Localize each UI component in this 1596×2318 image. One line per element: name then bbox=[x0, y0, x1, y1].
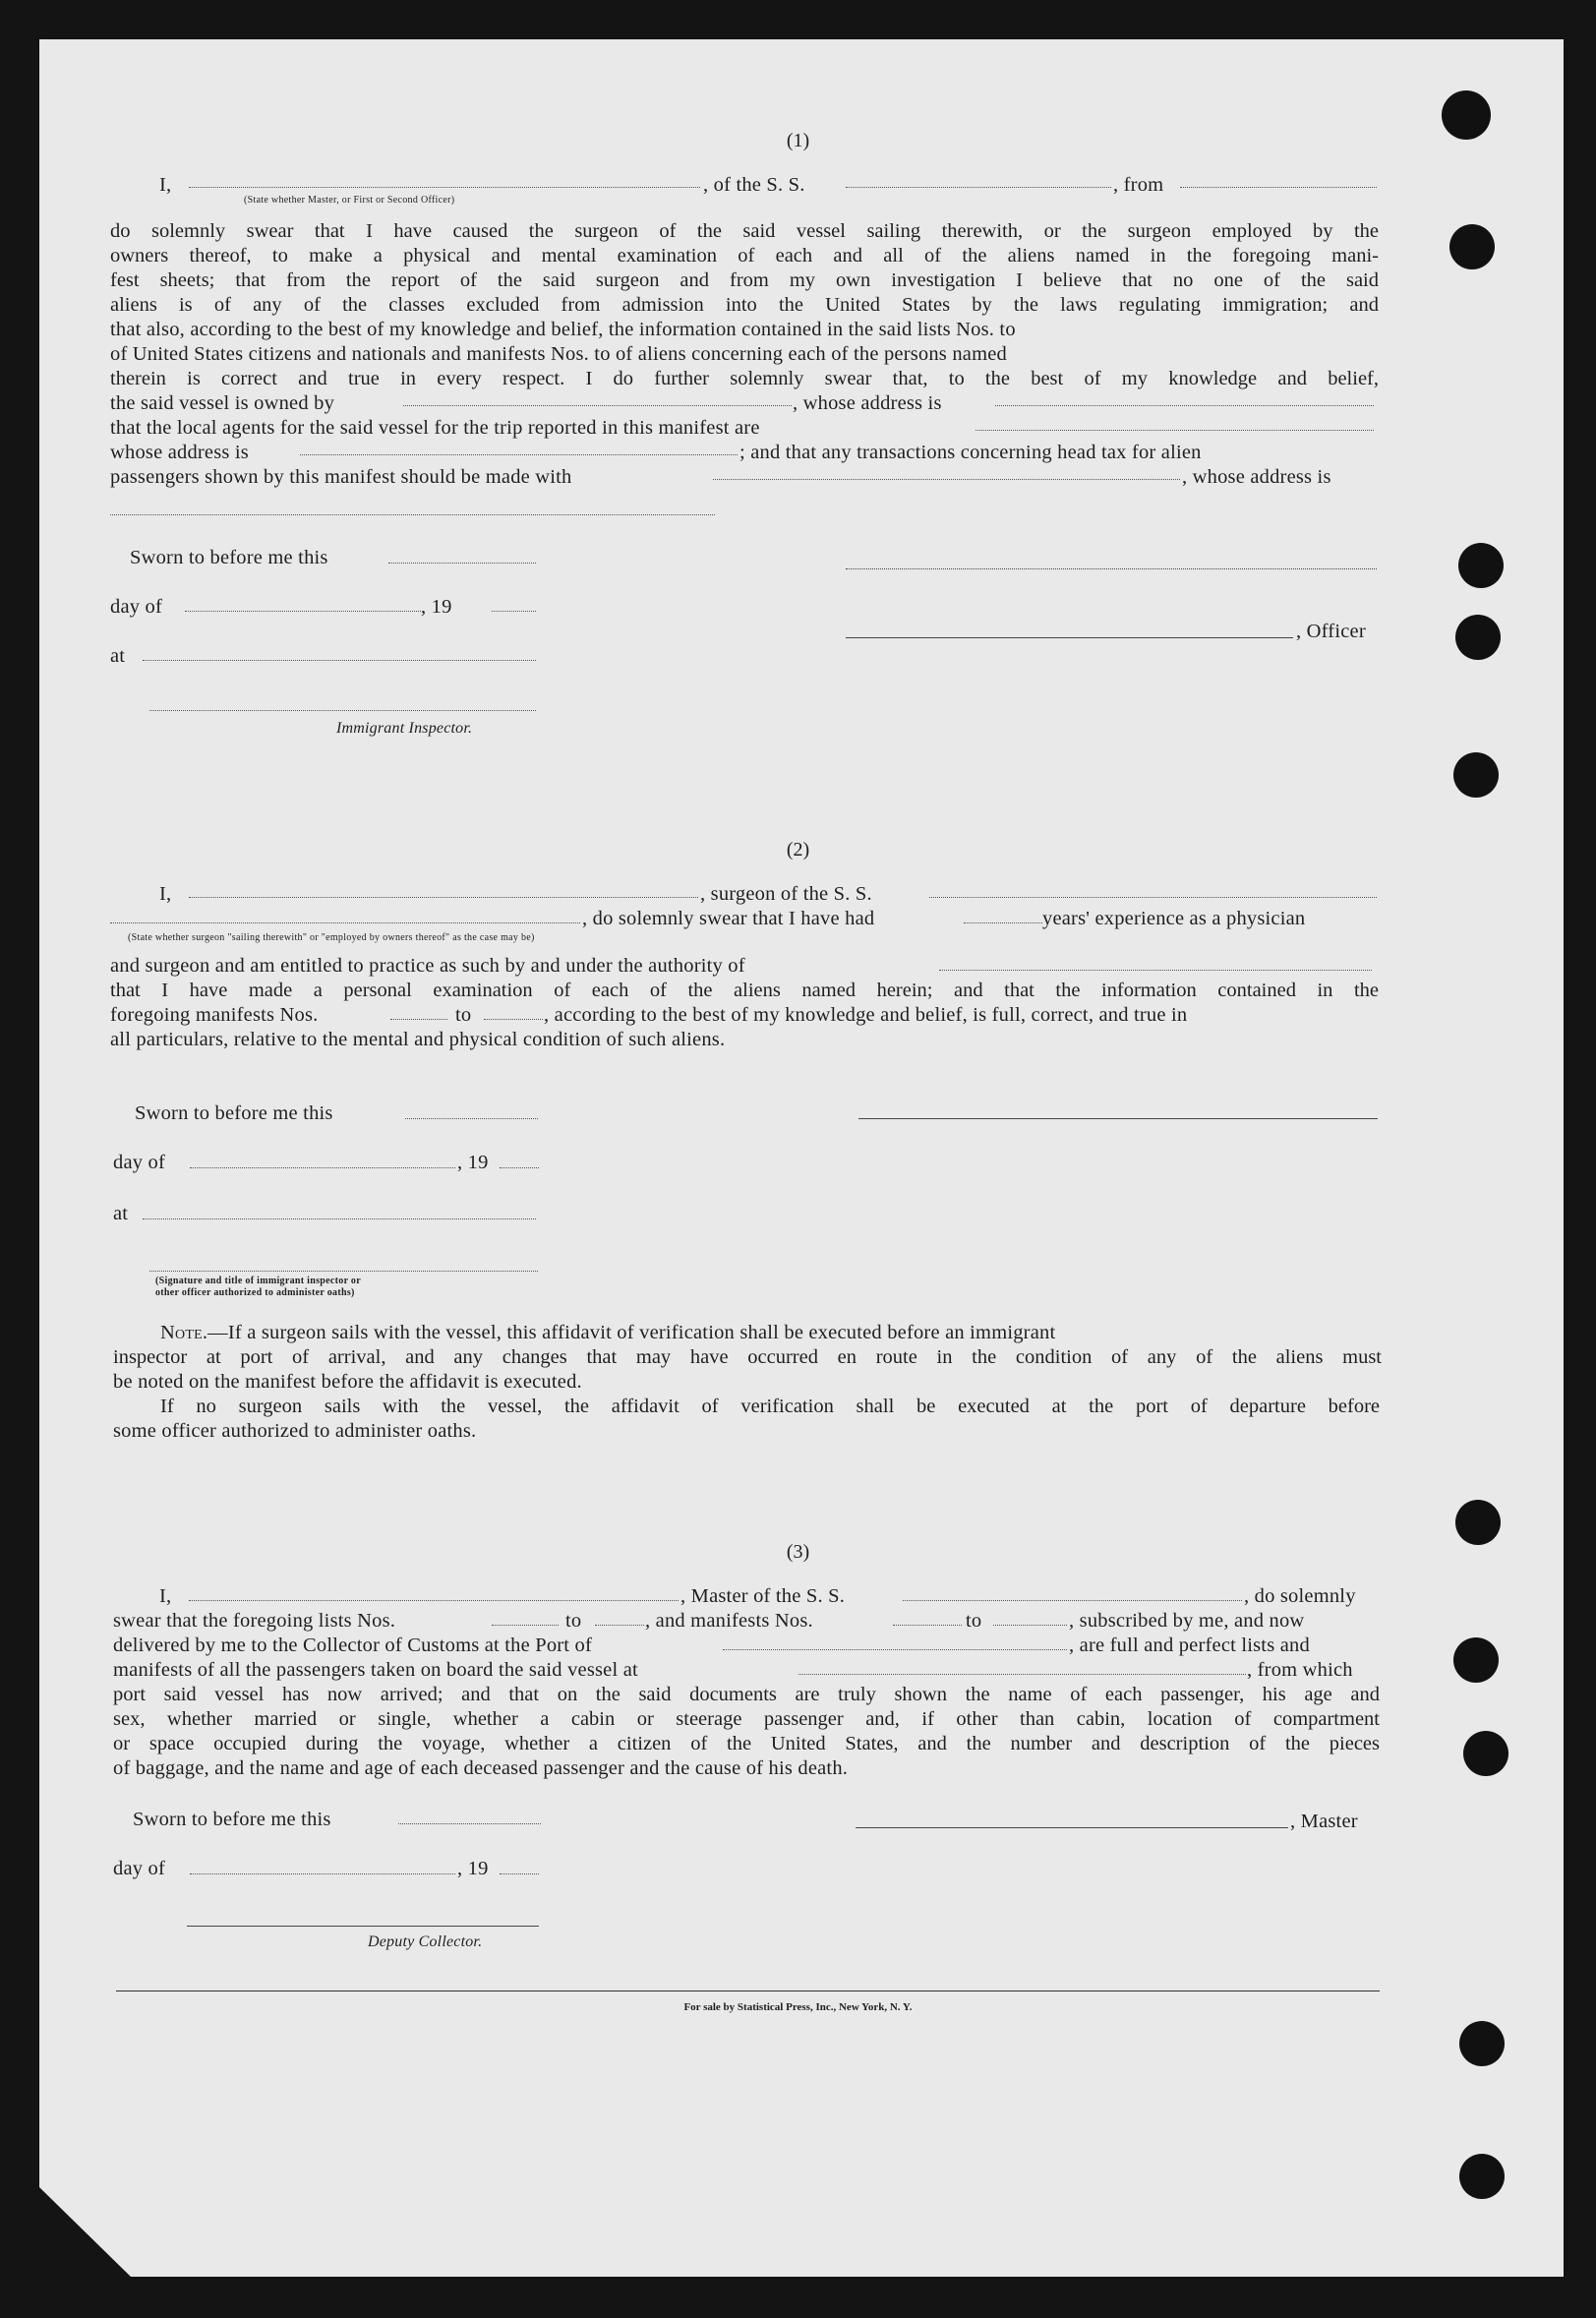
s1-line1-mid: , of the S. S. bbox=[703, 174, 805, 196]
note-p2a: If no surgeon sails with the vessel, the affidavit of verification shall be executed at the port of departure before bbox=[160, 1396, 1380, 1417]
officer-label: , Officer bbox=[1296, 621, 1366, 642]
note-p1c: be noted on the manifest before the affidavit is executed. bbox=[113, 1371, 582, 1393]
s3-line4b: , from which bbox=[1247, 1659, 1353, 1681]
note-p2b: some officer authorized to administer oaths. bbox=[113, 1420, 477, 1442]
s3-line1-mid: , Master of the S. S. bbox=[680, 1585, 846, 1607]
s3-line2e: , subscribed by me, and now bbox=[1069, 1610, 1305, 1632]
s1-sworn-label: Sworn to before me this bbox=[130, 547, 328, 568]
master-signature-field[interactable] bbox=[856, 1827, 1288, 1828]
punch-hole bbox=[1459, 2154, 1505, 2199]
collector-label: Deputy Collector. bbox=[368, 1933, 483, 1950]
s1-day-of-label: day of bbox=[110, 596, 163, 618]
s2-day-of-label: day of bbox=[113, 1152, 166, 1173]
port-field[interactable] bbox=[723, 1649, 1067, 1650]
passengers-label: passengers shown by this manifest should be made with bbox=[110, 466, 572, 488]
s3-line8: of baggage, and the name and age of each deceased passenger and the cause of his death. bbox=[113, 1757, 849, 1779]
whose-address3-label: , whose address is bbox=[1182, 466, 1331, 488]
s2-line5b: to bbox=[455, 1004, 472, 1026]
owner-field[interactable] bbox=[403, 405, 792, 406]
s3-month-field[interactable] bbox=[190, 1873, 455, 1874]
owned-by-label: the said vessel is owned by bbox=[110, 392, 335, 414]
s3-line2a: swear that the foregoing lists Nos. bbox=[113, 1610, 396, 1632]
s3-ship-field[interactable] bbox=[903, 1600, 1242, 1601]
s3-line3a: delivered by me to the Collector of Customs at the Port of bbox=[113, 1634, 592, 1656]
s2-line2: , do solemnly swear that I have had bbox=[582, 908, 875, 929]
s2-line6: all particulars, relative to the mental and physical condition of such aliens. bbox=[110, 1029, 726, 1050]
s2-year-field[interactable] bbox=[500, 1167, 539, 1168]
ship-name-field[interactable] bbox=[846, 187, 1111, 188]
local-agents-label: that the local agents for the said vessel for the trip reported in this manifest are bbox=[110, 417, 760, 439]
authority-field[interactable] bbox=[939, 970, 1372, 971]
s2-sworn-label: Sworn to before me this bbox=[135, 1102, 333, 1124]
punch-hole bbox=[1453, 752, 1499, 798]
section-1-number: (1) bbox=[786, 130, 810, 151]
section-2-number: (2) bbox=[786, 839, 810, 861]
s3-lists-to-field[interactable] bbox=[595, 1625, 644, 1626]
s2-manifest-from-field[interactable] bbox=[390, 1019, 447, 1020]
s3-line2d: to bbox=[966, 1610, 982, 1632]
s1-text-line: that also, according to the best of my knowledge and belief, the information contained in the said lists Nos. to bbox=[110, 319, 1016, 340]
s1-text-line: fest sheets; that from the report of the said surgeon and from my own investigation I believe that no one of the said bbox=[110, 269, 1379, 291]
s3-lists-from-field[interactable] bbox=[492, 1625, 559, 1626]
years-field[interactable] bbox=[964, 922, 1042, 923]
s1-month-field[interactable] bbox=[185, 611, 421, 612]
s1-line1-note: (State whether Master, or First or Second Officer) bbox=[244, 195, 455, 206]
s1-year-field[interactable] bbox=[492, 611, 536, 612]
surgeon-signature-field[interactable] bbox=[858, 1118, 1378, 1119]
s3-line6: sex, whether married or single, whether a cabin or steerage passenger and, if other than cabin, location of compartment bbox=[113, 1708, 1380, 1730]
punch-hole bbox=[1458, 543, 1504, 588]
s1-text-line: do solemnly swear that I have caused the surgeon of the said vessel sailing therewith, or the surgeon employed by the bbox=[110, 220, 1379, 242]
s2-at-field[interactable] bbox=[143, 1218, 536, 1219]
s2-at-label: at bbox=[113, 1203, 129, 1224]
inspector-signature-field[interactable] bbox=[149, 710, 536, 711]
s3-sworn-label: Sworn to before me this bbox=[133, 1809, 331, 1830]
punch-hole bbox=[1453, 1637, 1499, 1683]
s3-line1-start: I, bbox=[159, 1585, 172, 1607]
s2-year-label: , 19 bbox=[457, 1152, 489, 1173]
punch-hole bbox=[1459, 2021, 1505, 2066]
punch-hole bbox=[1455, 1500, 1501, 1545]
s2-note: (State whether surgeon "sailing therewith" or "employed by owners thereof" as the case may be) bbox=[128, 932, 535, 943]
inspector-label: Immigrant Inspector. bbox=[336, 720, 473, 737]
note-p1-line1 bbox=[160, 1321, 1055, 1345]
s1-line1-start: I, bbox=[159, 174, 172, 196]
s1-text-line: of United States citizens and nationals and manifests Nos. to of aliens concerning each of the persons named bbox=[110, 343, 1007, 365]
s1-at-label: at bbox=[110, 645, 126, 667]
punch-hole bbox=[1455, 615, 1501, 660]
s2-manifest-to-field[interactable] bbox=[484, 1019, 543, 1020]
from-port-field[interactable] bbox=[1180, 187, 1377, 188]
head-tax-label: ; and that any transactions concerning head tax for alien bbox=[739, 442, 1202, 463]
s3-line2b: to bbox=[565, 1610, 582, 1632]
s1-at-field[interactable] bbox=[143, 660, 536, 661]
whose-address2-label: whose address is bbox=[110, 442, 249, 463]
s3-line5: port said vessel has now arrived; and that on the said documents are truly shown the name of each passenger, his age and bbox=[113, 1684, 1380, 1705]
s2-line1-start: I, bbox=[159, 883, 172, 905]
s2-line3: and surgeon and am entitled to practice as such by and under the authority of bbox=[110, 955, 745, 977]
owner-address-field[interactable] bbox=[995, 405, 1374, 406]
s3-sworn-date-field[interactable] bbox=[398, 1823, 541, 1824]
s3-line7: or space occupied during the voyage, whether a citizen of the United States, and the number and description of the pieces bbox=[113, 1733, 1380, 1754]
footer-printer-note: For sale by Statistical Press, Inc., New York, N. Y. bbox=[683, 2001, 913, 2013]
surgeon-status-field[interactable] bbox=[110, 922, 580, 923]
s2-sworn-date-field[interactable] bbox=[405, 1118, 538, 1119]
collector-signature-field[interactable] bbox=[187, 1926, 539, 1927]
local-agents-field[interactable] bbox=[975, 430, 1374, 431]
s1-text-line: aliens is of any of the classes excluded from admission into the United States by the laws regulating immigration; and bbox=[110, 294, 1379, 316]
officer-signature-field[interactable] bbox=[846, 637, 1293, 638]
section-3-number: (3) bbox=[786, 1541, 810, 1563]
s1-text-line: owners thereof, to make a physical and mental examination of each and all of the aliens named in the foregoing mani- bbox=[110, 245, 1379, 267]
s2-line2-end: years' experience as a physician bbox=[1042, 908, 1306, 929]
s3-manifests-to-field[interactable] bbox=[993, 1625, 1067, 1626]
s1-sworn-date-field[interactable] bbox=[388, 563, 536, 564]
s3-line2c: , and manifests Nos. bbox=[645, 1610, 813, 1632]
s2-line1-mid: , surgeon of the S. S. bbox=[700, 883, 872, 905]
s2-ship-field[interactable] bbox=[929, 897, 1377, 898]
head-tax-contact-field[interactable] bbox=[713, 479, 1180, 480]
punch-hole bbox=[1449, 224, 1495, 269]
note-p1a: —If a surgeon sails with the vessel, this affidavit of verification shall be executed before an immigrant bbox=[207, 1322, 1056, 1343]
s3-year-label: , 19 bbox=[457, 1858, 489, 1879]
s3-year-field[interactable] bbox=[500, 1873, 539, 1874]
officer-name-field[interactable] bbox=[189, 187, 700, 188]
s2-line4: that I have made a personal examination of each of the aliens named herein; and that the information contained in the bbox=[110, 980, 1379, 1001]
master-label: , Master bbox=[1290, 1811, 1358, 1832]
s2-inspector-signature-field[interactable] bbox=[149, 1271, 538, 1272]
whose-address-label: , whose address is bbox=[793, 392, 942, 414]
s2-month-field[interactable] bbox=[190, 1167, 455, 1168]
s3-line4a: manifests of all the passengers taken on board the said vessel at bbox=[113, 1659, 638, 1681]
s3-day-of-label: day of bbox=[113, 1858, 166, 1879]
s1-officer-signature-line[interactable] bbox=[846, 568, 1377, 569]
surgeon-name-field[interactable] bbox=[189, 897, 698, 898]
note-label: Note. bbox=[160, 1322, 208, 1343]
s1-year-label: , 19 bbox=[421, 596, 452, 618]
s3-line3b: , are full and perfect lists and bbox=[1069, 1634, 1310, 1656]
s3-manifests-from-field[interactable] bbox=[893, 1625, 962, 1626]
s2-line5a: foregoing manifests Nos. bbox=[110, 1004, 319, 1026]
s1-line1-end: , from bbox=[1113, 174, 1164, 196]
s2-line5c: , according to the best of my knowledge and belief, is full, correct, and true in bbox=[544, 1004, 1188, 1026]
master-name-field[interactable] bbox=[189, 1600, 679, 1601]
punch-hole bbox=[1463, 1731, 1508, 1776]
note-p1b: inspector at port of arrival, and any changes that may have occurred en route in the condition of any of the aliens must bbox=[113, 1346, 1382, 1368]
s1-text-line: therein is correct and true in every respect. I do further solemnly swear that, to the best of my knowledge and belief, bbox=[110, 368, 1379, 389]
departure-port-field[interactable] bbox=[798, 1674, 1246, 1675]
s2-sig-note-2: other officer authorized to administer oaths) bbox=[155, 1287, 355, 1298]
agent-address-field[interactable] bbox=[300, 454, 738, 455]
contact-address-field[interactable] bbox=[110, 514, 715, 515]
s3-line1-end: , do solemnly bbox=[1244, 1585, 1356, 1607]
s2-sig-note-1: (Signature and title of immigrant inspector or bbox=[155, 1276, 361, 1286]
